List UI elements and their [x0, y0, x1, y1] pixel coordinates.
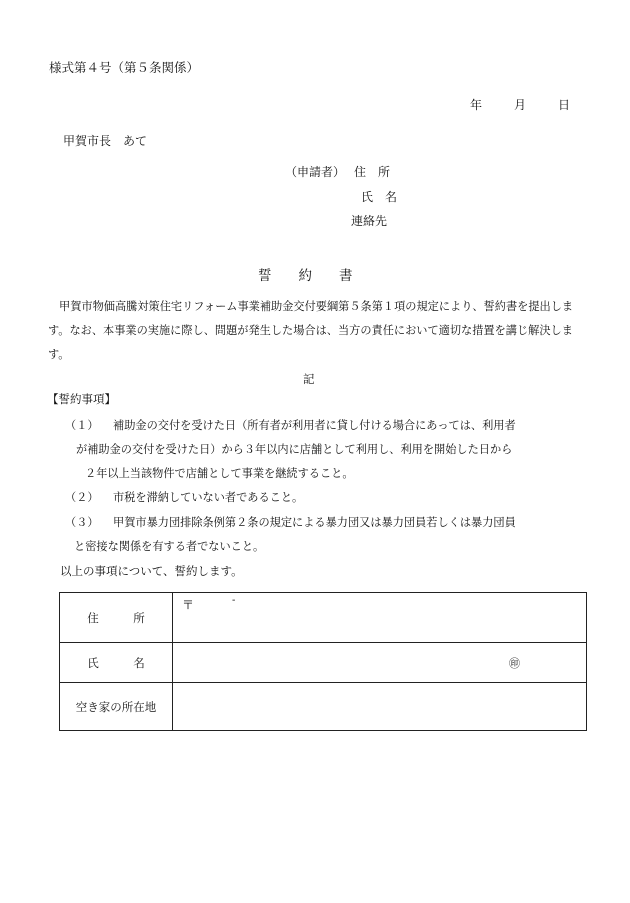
item-1-text-cont-2: ２年以上当該物件で店舗として事業を継続すること。: [85, 467, 354, 480]
table-row: [60, 683, 587, 731]
table-row: [60, 643, 587, 683]
address-label: 住 所: [60, 593, 173, 643]
intro-paragraph: 甲賀市物価高騰対策住宅リフォーム事業補助金交付要綱第５条第１項の規定により、誓約書を提出します。なお、本事業の実施に際し、問題が発生した場合は、当方の責任において適切な措置を講じ解決します。: [48, 300, 574, 361]
applicant-address-label: 住 所: [354, 165, 391, 179]
postal-mark-icon: 〒: [182, 598, 195, 612]
vacant-house-location-field[interactable]: [173, 683, 587, 731]
section-header: 【誓約事項】: [47, 392, 116, 406]
applicant-info-table: [59, 592, 587, 731]
date-year-label: 年: [470, 98, 483, 112]
postal-code-separator: -: [232, 595, 236, 606]
item-3-text: 甲賀市暴力団排除条例第２条の規定による暴力団又は暴力団員若しくは暴力団員: [113, 516, 516, 529]
item-2-text: 市税を滞納していない者であること。: [113, 491, 304, 504]
item-1-text-cont-1: が補助金の交付を受けた日）から３年以内に店舗として利用し、利用を開始した日から: [76, 443, 513, 456]
item-1-text: 補助金の交付を受けた日（所有者が利用者に貸し付ける場合にあっては、利用者: [113, 419, 516, 432]
date-day-label: 日: [558, 98, 571, 112]
applicant-name-label: 氏 名: [361, 190, 398, 204]
closing-statement: 以上の事項について、誓約します。: [60, 564, 243, 578]
address-field[interactable]: [173, 593, 587, 643]
form-number: 様式第４号（第５条関係）: [49, 60, 200, 75]
applicant-contact-label: 連絡先: [351, 214, 388, 228]
item-1-number: （１）: [65, 419, 99, 432]
document-title: 誓 約 書: [258, 268, 353, 284]
name-field[interactable]: [173, 643, 587, 683]
applicant-label: （申請者）: [285, 165, 346, 179]
vacant-house-location-label: 空き家の所在地: [60, 683, 173, 731]
ki-heading: 記: [303, 372, 315, 386]
seal-icon: ㊞: [509, 657, 520, 670]
item-3-number: （３）: [65, 516, 99, 529]
table-row: [60, 593, 587, 643]
item-2-number: （２）: [65, 491, 99, 504]
addressee: 甲賀市長 あて: [63, 134, 148, 148]
date-month-label: 月: [514, 98, 527, 112]
name-label: 氏 名: [60, 643, 173, 683]
item-3-text-cont-1: と密接な関係を有する者でないこと。: [74, 540, 265, 553]
